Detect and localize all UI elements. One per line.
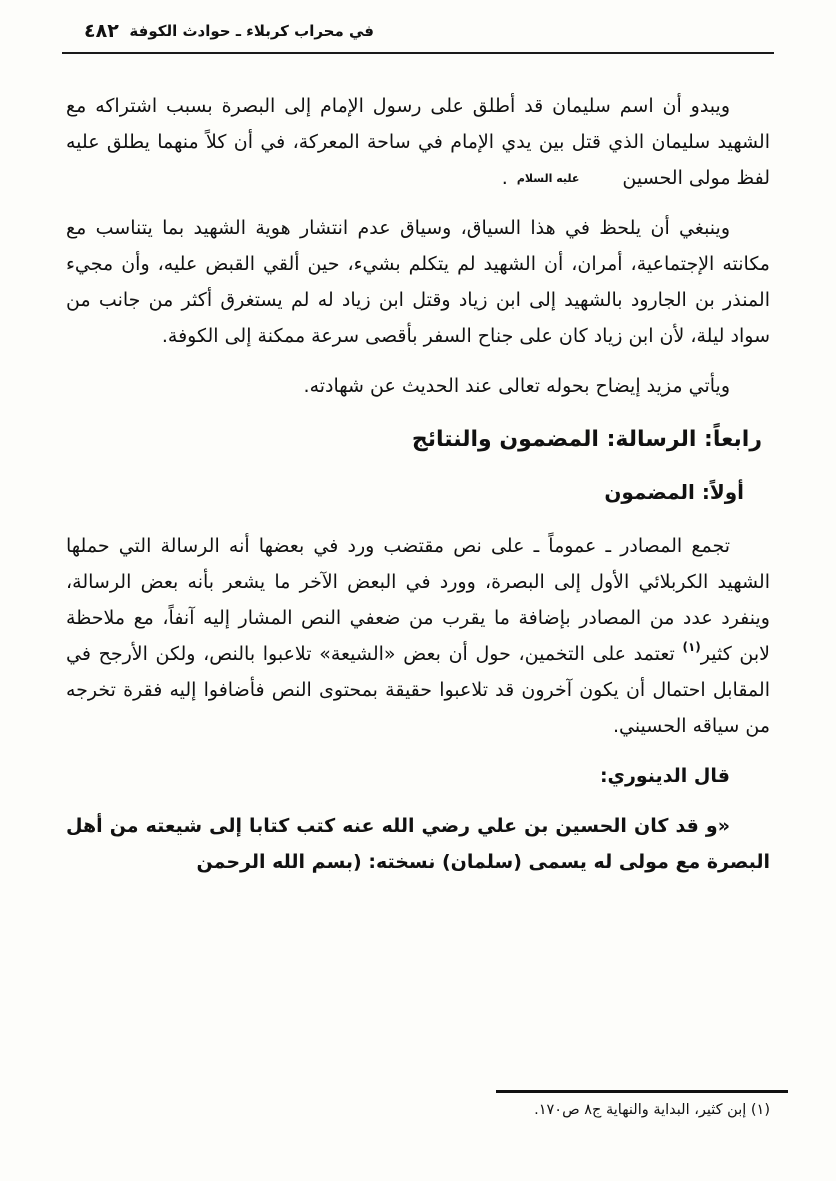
paragraph-3: ويأتي مزيد إيضاح بحوله تعالى عند الحديث عن شهادته. bbox=[303, 375, 730, 397]
paragraph-4 bbox=[66, 528, 770, 744]
paragraph-1 bbox=[66, 88, 770, 196]
paragraph-1-text: ويبدو أن اسم سليمان قد أطلق على رسول الإمام إلى البصرة بسبب اشتراكه مع الشهيد سليمان الذي قتل بين يدي الإمام في ساحة المعركة، في أن كلاً منهما يطلق عليه لفظ مولى الحسين bbox=[66, 95, 770, 189]
footnote-text: (١) إبن كثير، البداية والنهاية ج٨ ص١٧٠. bbox=[534, 1102, 770, 1118]
paragraph-5-qala-dinawari: قال الدينوري: bbox=[599, 765, 730, 787]
paragraph-1-tail: . bbox=[501, 167, 514, 189]
sub-heading-madmun: أولاً: المضمون bbox=[604, 480, 744, 504]
page-number: ٤٨٢ bbox=[84, 20, 119, 42]
running-header bbox=[62, 20, 774, 50]
paragraph-4-tail: تعتمد على التخمين، حول أن بعض «الشيعة» تلاعبوا بالنص، ولكن الأرجح في المقابل احتمال أن يكون آخرون قد تلاعبوا حقيقة بمحتوى النص فأضافوا إليه فقرة تخرجه من سياقه الحسيني. bbox=[66, 643, 770, 737]
main-text-block bbox=[66, 88, 770, 880]
footnote-separator-rule bbox=[496, 1090, 788, 1093]
page-inner bbox=[24, 20, 812, 1161]
paragraph-4-text: تجمع المصادر ـ عموماً ـ على نص مقتضب ورد في بعضها أنه الرسالة التي حملها الشهيد الكربلائي الأول إلى البصرة، وورد في البعض الآخر ما يشعر بأنه بعض الرسالة، وينفرد عدد من المصادر بإضافة ما يقرب من ضعفي النص المشار إليه آنفاً، مع ملاحظة لابن كثير bbox=[66, 535, 770, 665]
header-rule bbox=[62, 52, 774, 54]
honorific-alayhi-salam: عليه السلام bbox=[516, 172, 580, 185]
section-heading-risala: رابعاً: الرسالة: المضمون والنتائج bbox=[411, 427, 762, 452]
running-header-title: في محراب كربلاء ـ حوادث الكوفة bbox=[129, 22, 374, 40]
footnote-area bbox=[48, 1090, 788, 1121]
footnote-reference-1: (١) bbox=[682, 640, 701, 654]
paragraph-2: وينبغي أن يلحظ في هذا السياق، وسياق عدم انتشار هوية الشهيد بما يتناسب مع مكانته الإجتماعية، أمران، أن الشهيد لم يتكلم بشيء، حين ألقي القبض عليه، وأن مجيء المنذر بن الجارود بالشهيد إلى ابن زياد وقتل ابن زياد له لم يستغرق أكثر من جانب من سواد ليلة، لأن ابن زياد كان على جناح السفر بأقصى سرعة ممكنة إلى الكوفة. bbox=[66, 217, 770, 347]
paragraph-6-quote: «و قد كان الحسين بن علي رضي الله عنه كتب كتابا إلى شيعته من أهل البصرة مع مولى له يسمى (سلمان) نسخته: (بسم الله الرحمن bbox=[66, 815, 770, 873]
